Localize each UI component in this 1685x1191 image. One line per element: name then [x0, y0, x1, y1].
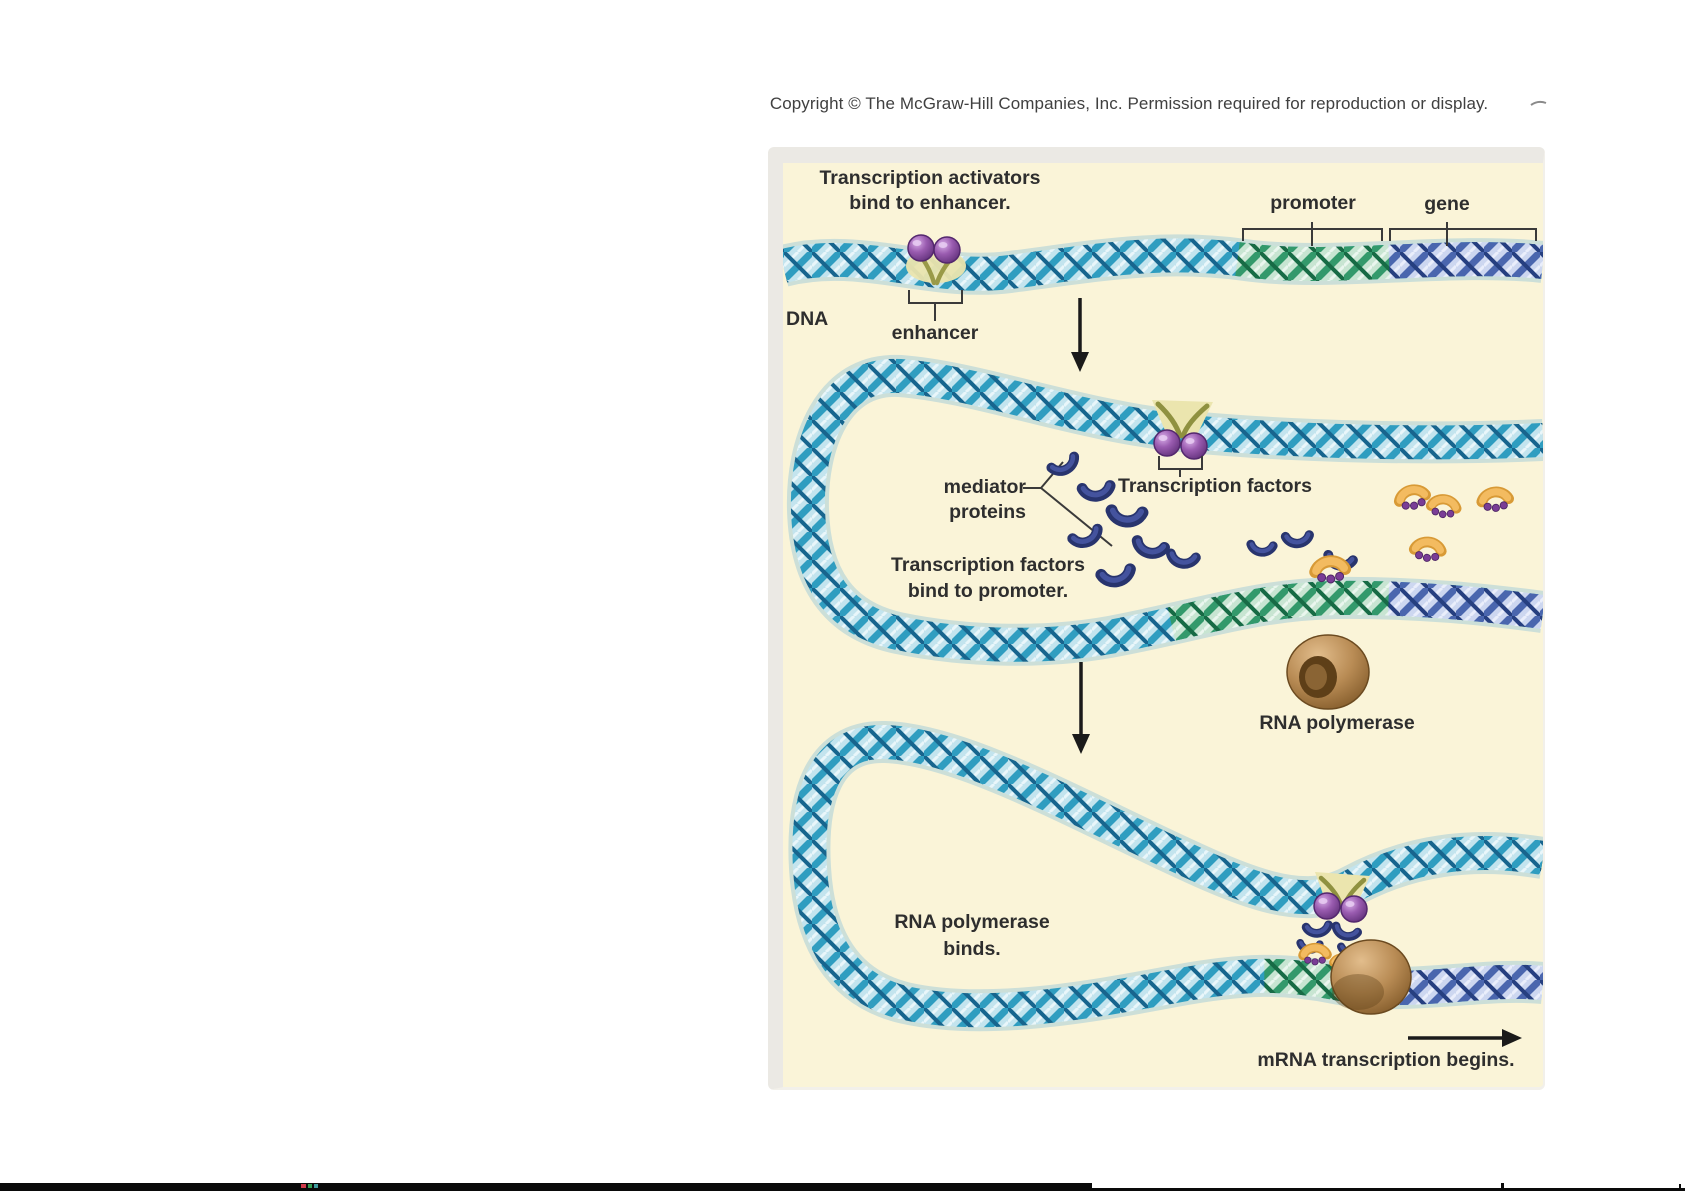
- down-arrow-icon: [1071, 298, 1089, 372]
- promoter-label: promoter: [1270, 192, 1356, 214]
- right-arrow-icon: [1408, 1029, 1522, 1047]
- transcription-activator-ball: [1154, 430, 1180, 456]
- scan-speck: [308, 1184, 312, 1188]
- scan-speck: [314, 1184, 318, 1188]
- transcription-activator-ball: [908, 235, 934, 261]
- mrna-transcription-label: mRNA transcription begins.: [1257, 1049, 1515, 1071]
- bottom-edge-tick: [1679, 1184, 1681, 1188]
- stage1-caption-line1: Transcription activators: [819, 167, 1041, 189]
- dna-label: DNA: [786, 308, 829, 330]
- gene-label: gene: [1424, 193, 1470, 215]
- copyright-text: Copyright © The McGraw-Hill Companies, Inc. Permission required for reproduction or display.: [769, 94, 1489, 113]
- dna-strand-stage3: [809, 742, 1543, 1010]
- floating-transcription-factors: [1315, 487, 1510, 584]
- stage3-caption-line2: binds.: [943, 938, 1001, 960]
- enhancer-label: enhancer: [891, 322, 979, 344]
- scan-speck: [301, 1184, 306, 1188]
- rna-polymerase-stage3: [1331, 940, 1411, 1014]
- bottom-edge-tick: [1501, 1183, 1504, 1188]
- transcription-factors-label: Transcription factors: [1118, 475, 1312, 497]
- transcription-activator-ball: [1181, 433, 1207, 459]
- down-arrow-icon: [1072, 662, 1090, 754]
- stage2-caption-line1: Transcription factors: [891, 554, 1085, 576]
- stage2-caption-line2: bind to promoter.: [907, 580, 1069, 602]
- transcription-activator-ball: [934, 237, 960, 263]
- stage1-enhancer-site: [906, 235, 966, 283]
- stage1-caption-line2: bind to enhancer.: [849, 192, 1011, 214]
- rna-polymerase-stage2: [1287, 635, 1369, 709]
- dna-strands: [783, 255, 1543, 1010]
- bottom-edge-bar: [0, 1183, 1092, 1191]
- mediator-label-line1: mediator: [943, 476, 1026, 498]
- scan-mark: [1531, 102, 1546, 105]
- transcription-activator-ball: [1314, 893, 1340, 919]
- mediator-label-line2: proteins: [949, 501, 1026, 523]
- transcription-activator-ball: [1341, 896, 1367, 922]
- enhancer-bracket: [909, 290, 962, 321]
- stage3-caption-line1: RNA polymerase: [894, 911, 1050, 933]
- rna-polymerase-label: RNA polymerase: [1259, 712, 1415, 734]
- dna-strand-stage1: [783, 255, 1543, 273]
